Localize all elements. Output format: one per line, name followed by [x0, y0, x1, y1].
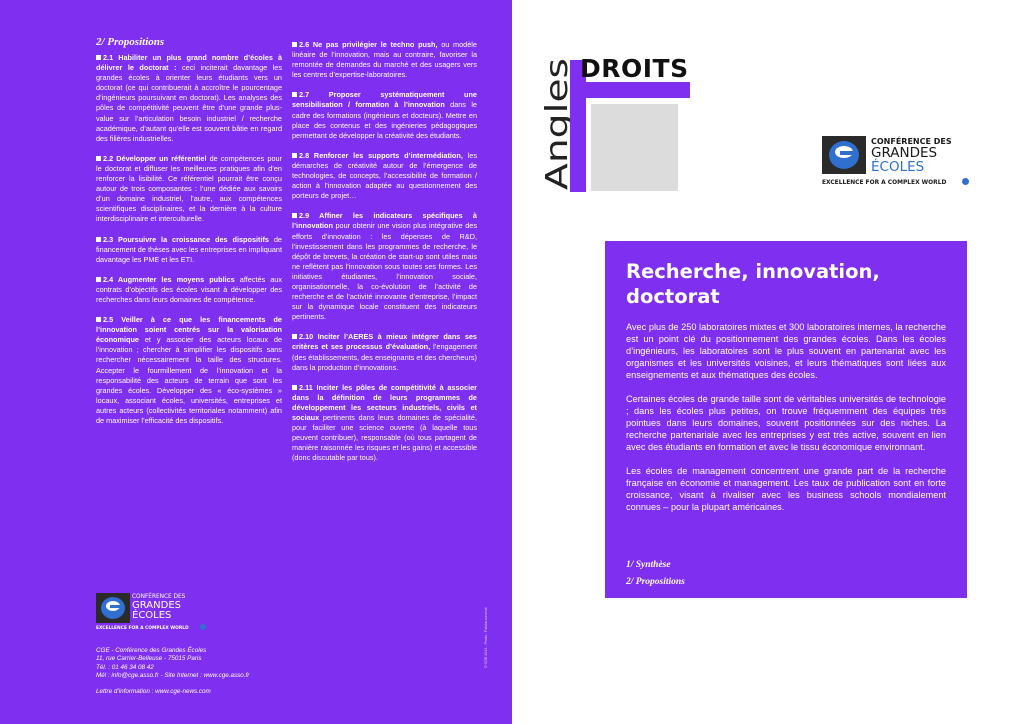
logo-tagline: EXCELLENCE FOR A COMPLEX WORLD	[96, 626, 189, 631]
angles-vertical-title	[540, 58, 575, 192]
bullet-square-icon	[96, 55, 101, 60]
col2-items	[292, 40, 477, 463]
logo-line3: ÉCOLES	[871, 159, 925, 175]
summary-paragraph: Certaines écoles de grande taille sont de véritables universités de technologie ; dans les écoles plus petites, on trouve fréquemment des équipes très pointues dans leurs domaines, souvent positionnées sur des niches. La recherche partenariale avec les entreprises y est très active, souvent en lien avec des étudiants en formation et avec le tissu économique environnant.	[626, 394, 946, 452]
bullet-square-icon	[292, 92, 297, 97]
proposition-body: pertinents dans leurs domaines de spécialité, pour faciliter une science ouverte (à laquelle tous peuvent contribuer), responsable (où tous partagent de manière raisonnée les risques et les gains) et accessible (donc discutable par tous).	[292, 413, 477, 463]
propositions-column-2	[292, 36, 477, 473]
proposition-lead: 2.5 Veiller à ce que les financements de l’innovation soient centrés sur la valorisation économique	[96, 315, 282, 345]
bullet-square-icon	[292, 385, 297, 390]
phone-line: Tél. : 01 46 34 08 42	[96, 663, 154, 671]
logo-tagline: EXCELLENCE FOR A COMPLEX WORLD	[822, 180, 947, 186]
footer	[96, 593, 436, 695]
newsletter-line: Lettre d’information : www.cge-news.com	[96, 688, 211, 696]
logo-line2: GRANDES	[871, 145, 938, 161]
proposition-item	[96, 154, 282, 225]
proposition-lead: 2.7 Proposer systématiquement une sensibilisation / formation à l’innovation	[292, 90, 477, 110]
address-block	[96, 647, 436, 680]
logo-dot-icon	[200, 624, 206, 630]
section-heading: 2/ Propositions	[96, 36, 165, 48]
proposition-item	[292, 383, 477, 464]
proposition-body: de financement de thèses avec les entreprises en impliquant davantage les PME et les ETI.	[96, 234, 282, 264]
proposition-lead: 2.2 Développer un référentiel	[103, 153, 207, 163]
logo-line1: CONFÉRENCE DES	[132, 594, 186, 600]
cge-logo-footer	[96, 593, 216, 633]
toc-item-synthese[interactable]: 1/ Synthèse	[626, 560, 671, 570]
proposition-item	[292, 211, 477, 322]
photo-credit: © CGE 2013 - Photo : Fotolia.com/ruil	[484, 607, 488, 668]
logo-dot-icon	[962, 178, 969, 185]
summary-box	[605, 241, 967, 598]
propositions-column-1	[96, 36, 282, 436]
bullet-square-icon	[292, 334, 297, 339]
document-title: Recherche, innovation, doctorat	[626, 260, 880, 308]
bullet-square-icon	[96, 156, 101, 161]
proposition-body: ou modèle linéaire de l’innovation, mais au contraire, favoriser la remontée de demandes du marché et des usagers vers les centres d’expertise-laboratoires.	[292, 40, 477, 80]
proposition-item	[292, 90, 477, 140]
bullet-square-icon	[292, 213, 297, 218]
table-of-contents	[626, 557, 685, 591]
proposition-lead: 2.11 Inciter les pôles de compétitivité à associer dans la définition de leurs programmes de développement les secteurs industriels, civils et sociaux	[292, 382, 477, 422]
logo-line2: GRANDES	[132, 600, 181, 611]
bullet-square-icon	[292, 153, 297, 158]
proposition-lead: 2.10 Inciter l’AERES à mieux intégrer dans ses critères et ses processus d’évaluation,	[292, 332, 477, 352]
masthead-bar-horizontal	[586, 82, 690, 98]
proposition-lead: 2.8 Renforcer les supports d’intermédiation,	[299, 150, 463, 160]
bullet-square-icon	[292, 42, 297, 47]
proposition-body: affectés aux contrats d’objectifs des écoles visant à développer des recherches dans leurs domaines de compétence.	[96, 274, 283, 304]
proposition-lead: 2.1 Habiliter un plus grand nombre d’écoles à délivrer le doctorat :	[96, 53, 282, 73]
proposition-lead: 2.9 Affiner les indicateurs spécifiques à l’innovation	[292, 211, 477, 231]
proposition-body: l’engagement (des établissements, des enseignants et des chercheurs) dans la production d’innovations.	[292, 342, 477, 372]
toc-item-propositions[interactable]: 2/ Propositions	[626, 577, 685, 587]
proposition-body: ceci inciterait davantage les grandes écoles à orienter leurs étudiants vers un doctorat (ce qui contribuerait à accroître le pourcentage d’ingénieurs poursuivant en doctorat). Les analyses des pôles de compétitivité peuvent être d’une grande plus-value sur l’articulation besoin industriel / recherche académique, d’autant qu’elle est souvent bâtie en regard des filières industrielles.	[96, 63, 282, 143]
address-line: CGE - Conférence des Grandes Écoles	[96, 647, 207, 654]
proposition-lead: 2.4 Augmenter les moyens publics	[103, 274, 235, 284]
cge-e-mark-icon	[822, 136, 866, 174]
proposition-lead: 2.3 Poursuivre la croissance des dispositifs	[103, 234, 269, 244]
proposition-body: pour obtenir une vision plus intégrative des efforts d’innovation : les dépenses de R&D, l’investissement dans les programmes de recherche, le dépôt de brevets, la création de start-up sont utiles mais ne reflètent pas l’innovation sous toutes ses formes. Les initiatives étudiantes, l’innovation sociale, organisationnelle, la co-évolution de l’activité de recherche et de l’activité innovante d’entreprise, l’impact sur la dynamique locale constituent des indicateurs pertinents.	[292, 221, 477, 322]
droits-title: DROITS	[580, 54, 689, 83]
proposition-item	[292, 151, 477, 201]
angles-text: Angles	[540, 88, 575, 190]
proposition-item	[292, 40, 477, 80]
summary-paragraph: Avec plus de 250 laboratoires mixtes et 300 laboratoires internes, la recherche est un point clé du positionnement des grandes écoles. Dans les écoles d’ingénieurs, les laboratoires sont le plus souvent en partenariat avec les organismes et les universités voisines, et leurs thématiques sont liées aux enseignements et aux thématiques des écoles.	[626, 322, 946, 380]
email-site-line: Mél : info@cge.asso.fr - Site Internet : www.cge.asso.fr	[96, 671, 250, 679]
summary-text	[626, 321, 946, 525]
proposition-item	[96, 275, 282, 305]
summary-paragraph: Les écoles de management concentrent une grande part de la recherche française en économie et management. Les taux de publication sont en forte croissance, visant à rivaliser avec les business schools mondialement connues – pour la plupart américaines.	[626, 466, 946, 512]
proposition-body: dans le cadre des formations (ingénieurs et docteurs). Mettre en place des contenus et des ingénieries pédagogiques permettant de développer la créativité des étudiants.	[292, 100, 477, 140]
masthead-gray-square	[591, 104, 678, 191]
bullet-square-icon	[96, 237, 101, 242]
cge-logo	[822, 136, 972, 194]
proposition-item	[292, 332, 477, 372]
bullet-square-icon	[96, 317, 101, 322]
proposition-body: de compétences pour le doctorat et diffuser les meilleures pratiques afin d’en renforcer la lisibilité. Ce référentiel pourrait être conçu autour de trois composantes : l’une dédiée aux savoirs d’un domaine industriel, l’autre, aux compétences scientifiques disciplinaires, et la dernière à la culture interdisciplinaire et interculturelle.	[96, 153, 282, 224]
proposition-item	[96, 235, 282, 265]
proposition-lead: 2.6 Ne pas privilégier le techno push,	[299, 40, 438, 49]
proposition-body: et y associer des acteurs locaux de l’innovation ; chercher à simplifier les dispositifs sans rechercher nécessairement la taille des structures. Accepter le fourmillement de l’innovation et la responsabilité des acteurs de terrain que sont les grandes écoles. Développer des « éco-systèmes » locaux, associant écoles, universités, entreprises et autres acteurs (collectivités territoriales notamment) afin de maximiser l’efficacité des dispositifs.	[96, 335, 282, 425]
logo-line3: ÉCOLES	[132, 610, 172, 621]
proposition-body: les démarches de créativité autour de l’émergence de technologies, de concepts, l’accessibilité de formation / action à l’innovation adaptée au questionnement des porteurs de projet…	[292, 150, 477, 201]
proposition-item	[96, 53, 282, 144]
col1-items	[96, 53, 282, 426]
proposition-item	[96, 315, 282, 426]
address-line: 11, rue Carrier-Belleuse - 75015 Paris	[96, 655, 202, 663]
cge-e-mark-icon	[96, 593, 130, 623]
bullet-square-icon	[96, 277, 101, 282]
logo-line1: CONFÉRENCE DES	[871, 137, 952, 146]
